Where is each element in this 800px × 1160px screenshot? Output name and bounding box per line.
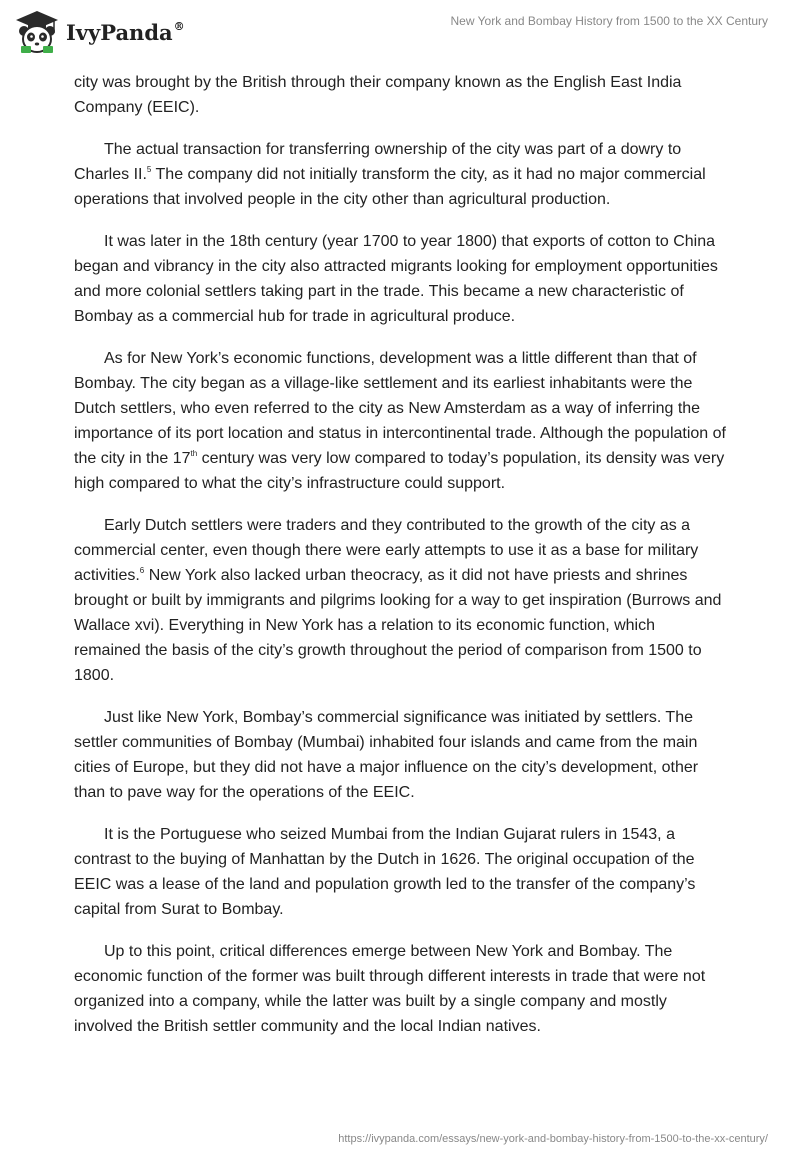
brand-logo[interactable] [14,8,185,56]
source-url[interactable]: https://ivypanda.com/essays/new-york-and-bombay-history-from-1500-to-the-xx-century/ [338,1133,768,1145]
paragraph: city was brought by the British through their company known as the English East India Company (EEIC). [74,74,682,116]
registered-mark: ® [173,19,185,33]
paragraph: It was later in the 18th century (year 1700 to year 1800) that exports of cotton to China began and vibrancy in the city also attracted migrants looking for employment opportunities and more colonial settlers taking part in the trade. This became a new characteristic of Bombay as a commercial hub for trade in agricultural produce. [74,233,718,325]
paragraph: The actual transaction for transferring ownership of the city was part of a dowry to Charles II.$^5$ The company did not initially transform the city, as it had no major commercial operations that involved people in the city other than agricultural production. [74,141,706,208]
ordinal-superscript: th [190,448,198,458]
brand-name: IvyPanda® [66,19,185,45]
paragraph: Just like New York, Bombay’s commercial significance was initiated by settlers. The settler communities of Bombay (Mumbai) inhabited four islands and came from the main cities of Europe, but they did not have a major influence on the city’s development, other than to pave way for the operations of the EEIC. [74,709,699,801]
essay-body [74,70,726,1056]
panda-graduation-cap-icon [14,9,60,55]
page-header [0,0,800,70]
paragraph: Early Dutch settlers were traders and they contributed to the growth of the city as a commercial center, even though there were early attempts to use it as a base for military activities.$^6$ New York also lacked urban theocracy, as it did not have priests and shrines brought or built by immigrants and pilgrims looking for a way to get inspiration (Burrows and Wallace xvi). Everything in New York has a relation to its economic function, which remained the basis of the city’s growth throughout the period of comparison from 1500 to 1800. [74,517,722,684]
footnote-ref[interactable]: 6 [139,565,145,575]
document-title: New York and Bombay History from 1500 to the XX Century [450,14,768,28]
paragraph: It is the Portuguese who seized Mumbai from the Indian Gujarat rulers in 1543, a contrast to the buying of Manhattan by the Dutch in 1626. The original occupation of the EEIC was a lease of the land and population growth led to the transfer of the company’s capital from Surat to Bombay. [74,826,696,918]
paragraph: As for New York’s economic functions, development was a little different than that of Bombay. The city began as a village-like settlement and its earliest inhabitants were the Dutch settlers, who even referred to the city as New Amsterdam as a way of inferring the importance of its port location and status in intercontinental trade. Although the population of the city in the 17th century was very low compared to today’s population, its density was very high compared to what the city’s infrastructure could support. [74,350,726,492]
paragraph: Up to this point, critical differences emerge between New York and Bombay. The economic function of the former was built through different interests in trade that were not organized into a company, while the latter was built by a single company and mostly involved the British settler community and the local Indian natives. [74,943,706,1035]
footnote-ref[interactable]: 5 [146,164,152,174]
